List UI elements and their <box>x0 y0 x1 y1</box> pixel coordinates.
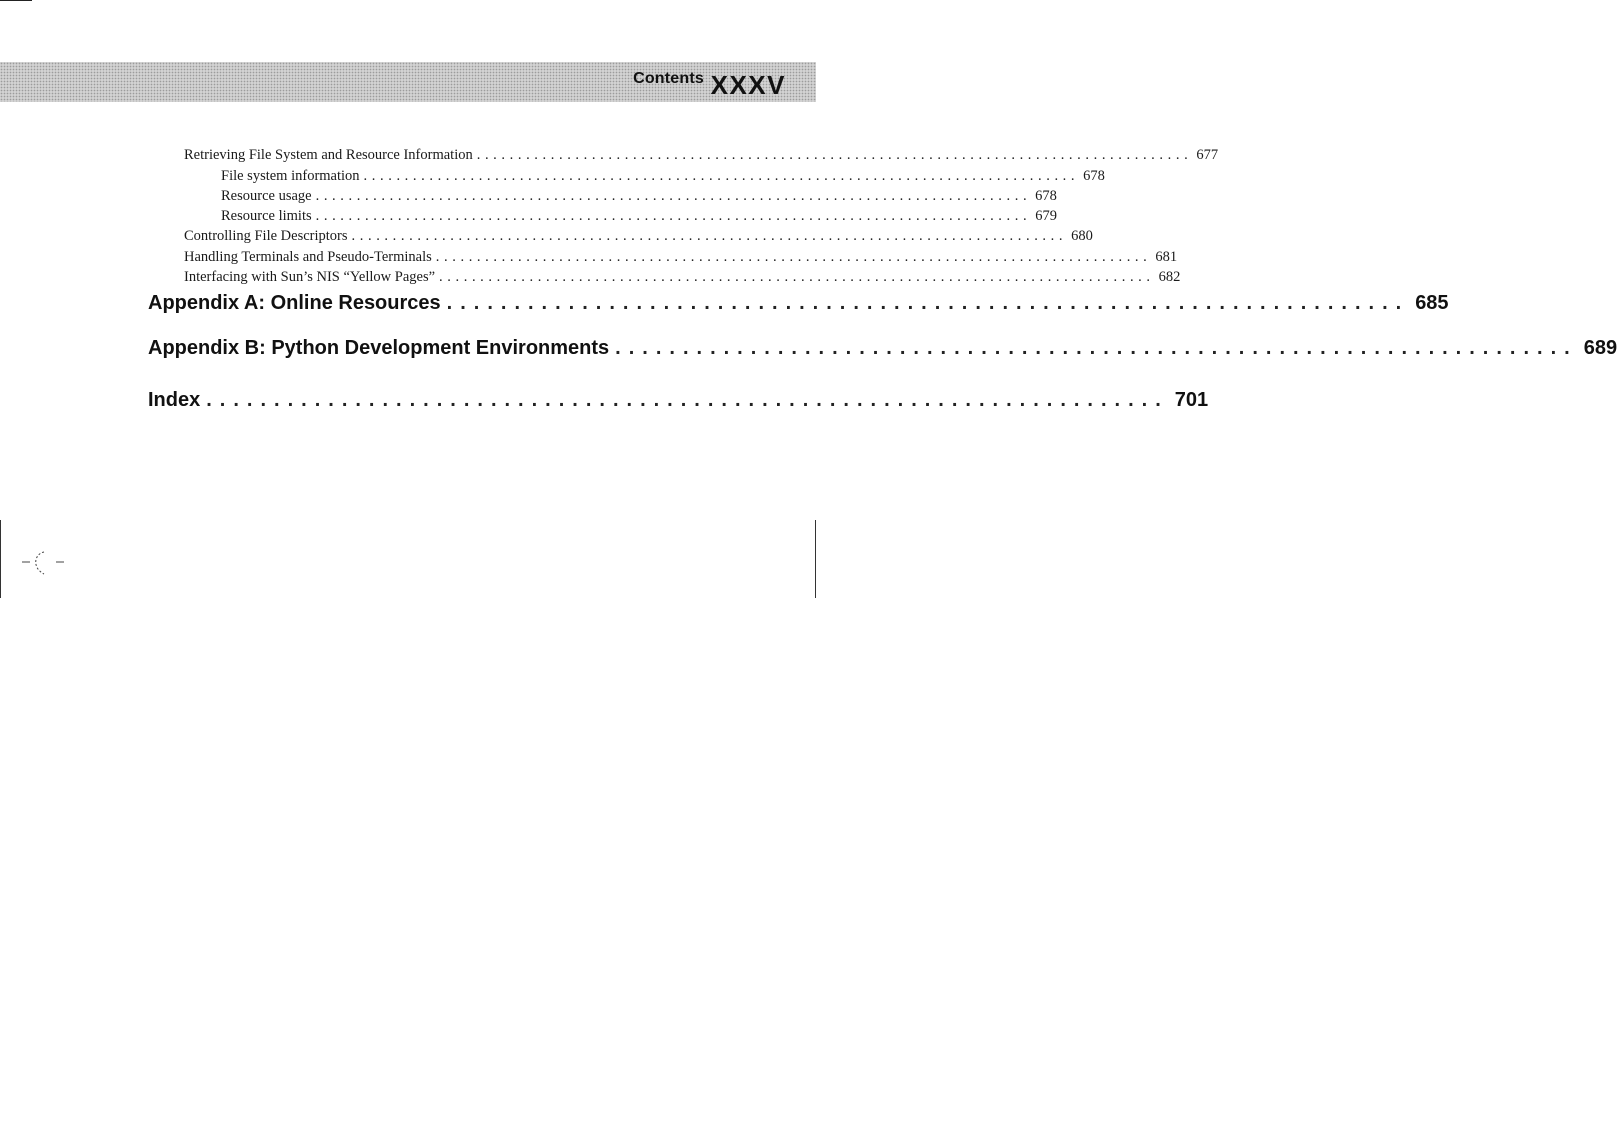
dot-leader: ....................................................................... <box>206 389 1169 411</box>
toc-entry-title: File system information <box>221 168 360 184</box>
dot-leader: ....................................................................................... <box>363 168 1080 184</box>
dot-leader: ....................................................................... <box>446 292 1410 314</box>
toc-entry-title: Appendix A: Online Resources <box>148 292 441 314</box>
toc-entry-page: 677 <box>1196 147 1219 163</box>
running-header-section: Contents <box>633 70 704 87</box>
toc-entry-page: 682 <box>1158 269 1181 285</box>
dot-leader: ....................................................................................... <box>439 269 1155 285</box>
toc-entry-title: Controlling File Descriptors <box>184 228 348 244</box>
dot-leader: ....................................................................................... <box>435 249 1152 265</box>
toc-entry-chapter[interactable] <box>148 389 1209 412</box>
toc-entry-title: Resource usage <box>221 188 312 204</box>
toc-entry-subsection[interactable] <box>221 208 1057 225</box>
toc-entry-page: 681 <box>1155 249 1178 265</box>
toc-entry-title: Retrieving File System and Resource Information <box>184 147 473 163</box>
crop-mark-right <box>815 520 816 598</box>
toc-entry-title: Interfacing with Sun’s NIS “Yellow Pages” <box>184 269 436 285</box>
crop-mark-top <box>0 0 32 1</box>
dot-leader: ....................................................................... <box>615 337 1578 359</box>
toc-entry-page: 679 <box>1035 208 1057 224</box>
dot-leader: ....................................................................................... <box>315 188 1032 204</box>
crop-mark-left <box>0 520 1 598</box>
toc-entry-page: 689 <box>1583 337 1617 359</box>
toc-entry-subsection[interactable] <box>221 188 1057 205</box>
toc-entry-page: 685 <box>1415 292 1449 314</box>
toc-entry-chapter[interactable] <box>148 292 1449 315</box>
dot-leader: ....................................................................................... <box>315 208 1032 224</box>
running-header-page-number: XXXV <box>710 70 786 100</box>
toc-entry-page: 680 <box>1071 228 1093 244</box>
toc-entry-title: Handling Terminals and Pseudo-Terminals <box>184 249 432 265</box>
dot-leader: ....................................................................................... <box>351 228 1068 244</box>
toc-entry-section[interactable] <box>184 228 1093 245</box>
toc-entry-chapter[interactable] <box>148 337 1617 360</box>
toc-entry-title: Resource limits <box>221 208 312 224</box>
toc-entry-title: Index <box>148 389 201 411</box>
toc-entry-subsection[interactable] <box>221 168 1105 185</box>
toc-entry-page: 701 <box>1174 389 1209 411</box>
toc-entry-section[interactable] <box>184 269 1181 286</box>
registration-mark-icon <box>20 548 68 578</box>
dot-leader: ....................................................................................... <box>476 147 1193 163</box>
toc-entry-page: 678 <box>1035 188 1057 204</box>
toc-entry-section[interactable] <box>184 147 1219 164</box>
toc-entry-page: 678 <box>1083 168 1105 184</box>
toc-entry-title: Appendix B: Python Development Environments <box>148 337 610 359</box>
toc-entry-section[interactable] <box>184 249 1178 266</box>
